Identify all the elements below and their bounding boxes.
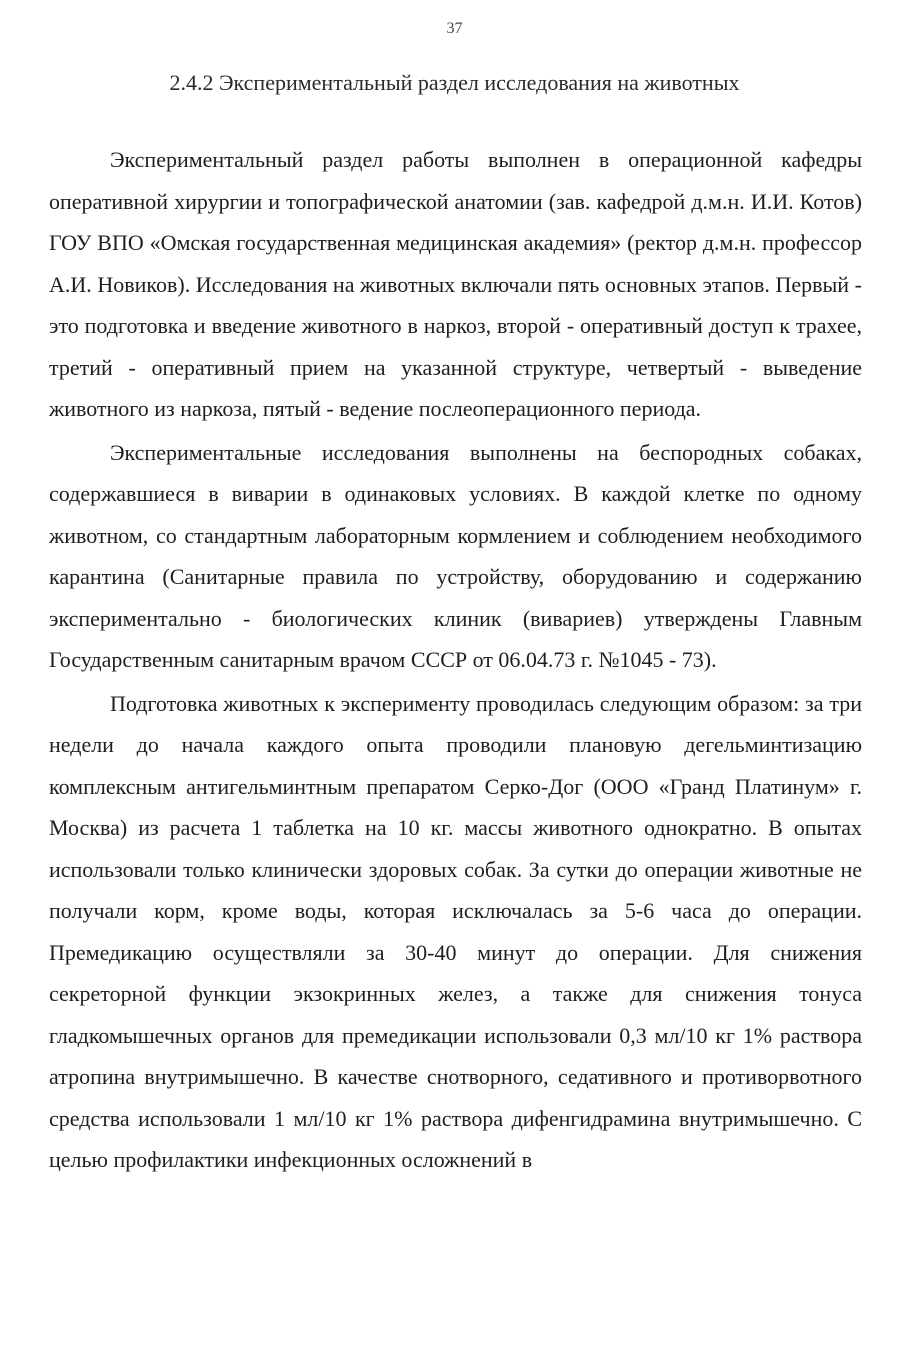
paragraph-experimental-section: Экспериментальный раздел работы выполнен в операционной кафедры оперативной хирургии и топографической анатомии (зав. кафедрой д.м.н. И.И. Котов) ГОУ ВПО «Омская государственная медицинская академия» (ректор д.м.н. профессор А.И. Новиков). Исследования на животных включали пять основных этапов. Первый - это подготовка и введение животного в наркоз, второй - оперативный доступ к трахее, третий - оперативный прием на указанной структуре, четвертый - выведение животного из наркоза, пятый - ведение послеоперационного периода. — [49, 147, 862, 421]
body-text — [49, 139, 862, 1181]
page-number: 37 — [446, 20, 463, 37]
paragraph-animals-housing: Экспериментальные исследования выполнены на беспородных собаках, содержавшиеся в виварии в одинаковых условиях. В каждой клетке по одному животном, со стандартным лабораторным кормлением и соблюдением необходимого карантина (Санитарные правила по устройству, оборудованию и содержанию экспериментально - биологических клиник (вивариев) утверждены Главным Государственным санитарным врачом СССР от 06.04.73 г. №1045 - 73). — [49, 439, 862, 672]
section-heading: 2.4.2 Экспериментальный раздел исследования на животных — [169, 70, 740, 95]
paragraph-animal-preparation: Подготовка животных к эксперименту проводилась следующим образом: за три недели до начала каждого опыта проводили плановую дегельминтизацию комплексным антигельминтным препаратом Серко-Дог (ООО «Гранд Платинум» г. Москва) из расчета 1 таблетка на 10 кг. массы животного однократно. В опытах использовали только клинически здоровых собак. За сутки до операции животные не получали корм, кроме воды, которая исключалась за 5-6 часа до операции. Премедикацию осуществляли за 30-40 минут до операции. Для снижения секреторной функции экзокринных желез, а также для снижения тонуса гладкомышечных органов для премедикации использовали 0,3 мл/10 кг 1% раствора атропина внутримышечно. В качестве снотворного, седативного и противорвотного средства использовали 1 мл/10 кг 1% раствора дифенгидрамина внутримышечно. С целью профилактики инфекционных осложнений в — [49, 690, 862, 1172]
